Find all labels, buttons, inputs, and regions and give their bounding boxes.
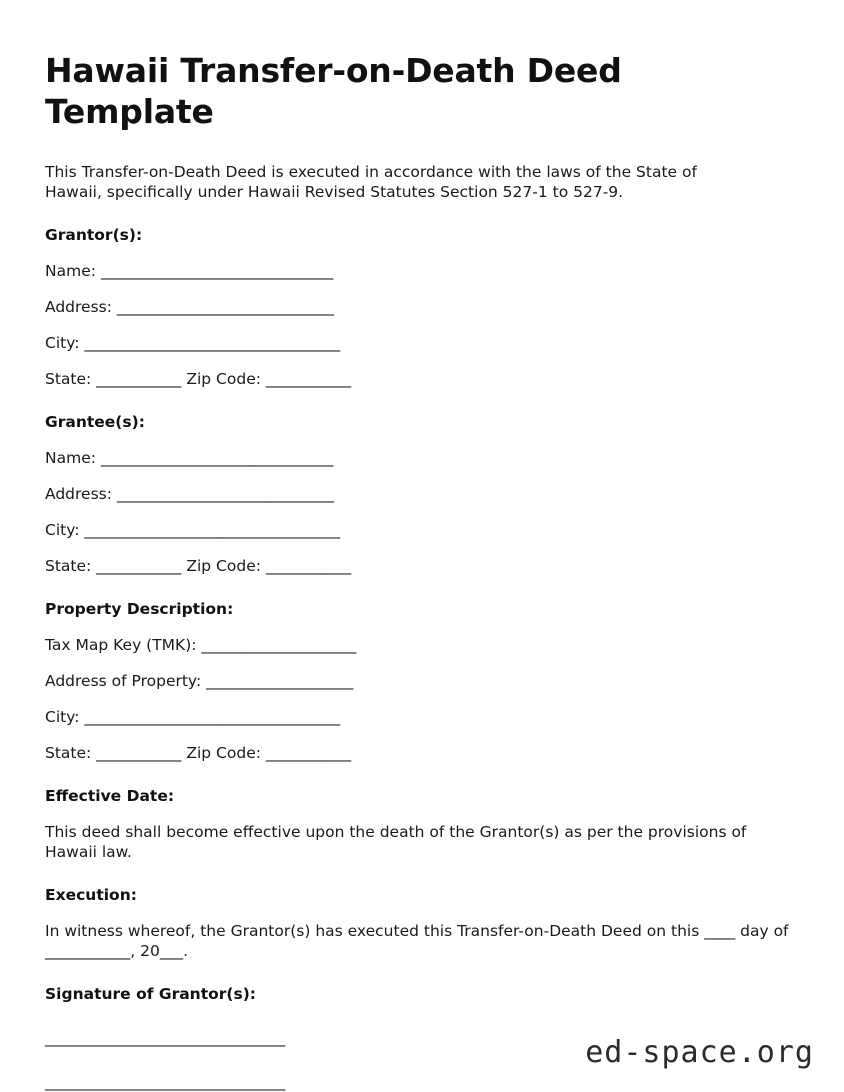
section-heading-grantor: Grantor(s): <box>45 226 143 244</box>
grantee-state-zip-field[interactable]: State: ___________ Zip Code: ___________ <box>45 557 352 575</box>
section-heading-grantee: Grantee(s): <box>45 413 145 431</box>
effective-date-paragraph: This deed shall become effective upon the death of the Grantor(s) as per the provisions of Hawaii law. <box>45 823 747 861</box>
property-state-zip-field[interactable]: State: ___________ Zip Code: ___________ <box>45 744 352 762</box>
section-heading-execution: Execution: <box>45 886 137 904</box>
section-heading-signature: Signature of Grantor(s): <box>45 985 257 1003</box>
grantor-city-field[interactable]: City: _________________________________ <box>45 334 341 352</box>
property-address-field[interactable]: Address of Property: ___________________ <box>45 672 354 690</box>
grantor-address-field[interactable]: Address: ____________________________ <box>45 298 334 316</box>
grantor-state-zip-field[interactable]: State: ___________ Zip Code: ___________ <box>45 370 352 388</box>
section-grantor <box>45 202 799 389</box>
property-tmk-field[interactable]: Tax Map Key (TMK): ____________________ <box>45 636 357 654</box>
section-grantee <box>45 389 799 576</box>
section-property-description <box>45 576 799 763</box>
property-city-field[interactable]: City: _________________________________ <box>45 708 341 726</box>
grantee-name-field[interactable]: Name: ______________________________ <box>45 449 334 467</box>
page-title: Hawaii Transfer-on-Death Deed Template <box>45 51 622 131</box>
execution-paragraph[interactable]: In witness whereof, the Grantor(s) has executed this Transfer-on-Death Deed on this ____ day of ___________, 20___. <box>45 922 789 960</box>
section-signature <box>45 961 799 1092</box>
grantor-name-field[interactable]: Name: ______________________________ <box>45 262 334 280</box>
section-effective-date <box>45 763 799 862</box>
section-heading-property-description: Property Description: <box>45 600 234 618</box>
signature-line-2[interactable]: _______________________________ <box>45 1073 286 1091</box>
intro-paragraph: This Transfer-on-Death Deed is executed in accordance with the laws of the State of Hawaii, specifically under Hawaii Revised Statutes Section 527-1 to 527-9. <box>45 163 697 201</box>
section-heading-effective-date: Effective Date: <box>45 787 175 805</box>
signature-line-1[interactable]: _______________________________ <box>45 1029 286 1047</box>
grantee-address-field[interactable]: Address: ____________________________ <box>45 485 334 503</box>
grantee-city-field[interactable]: City: _________________________________ <box>45 521 341 539</box>
watermark: ed-space.org <box>585 1035 814 1070</box>
section-execution <box>45 862 799 961</box>
